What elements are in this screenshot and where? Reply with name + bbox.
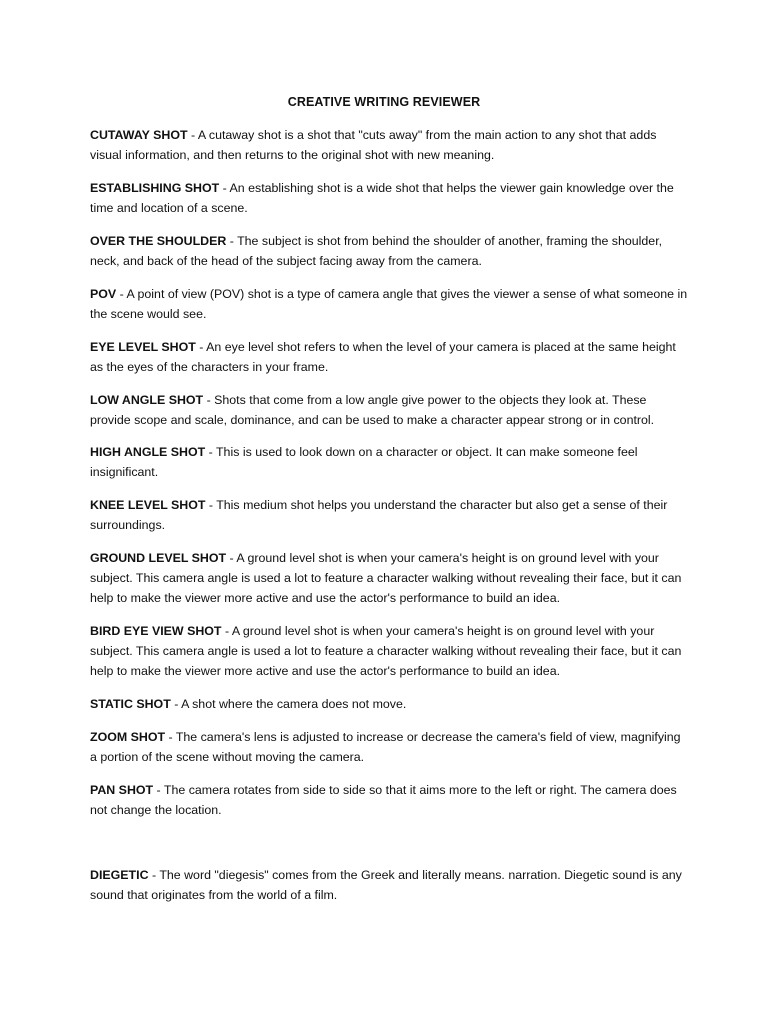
entry-definition: - The camera's lens is adjusted to increase or decrease the camera's field of view, magnifying a portion of the scene without moving the camera. (90, 730, 681, 764)
entry-term: DIEGETIC (90, 868, 149, 882)
entry-term: HIGH ANGLE SHOT (90, 445, 206, 459)
entry-definition: - An establishing shot is a wide shot that helps the viewer gain knowledge over the time and location of a scene. (90, 181, 674, 215)
entry-term: ESTABLISHING SHOT (90, 181, 220, 195)
entry-definition: - A cutaway shot is a shot that "cuts away" from the main action to any shot that adds visual information, and then returns to the original shot with new meaning. (90, 128, 657, 162)
entry-term: BIRD EYE VIEW SHOT (90, 624, 222, 638)
definition-entry-pov (90, 284, 688, 324)
entry-term: PAN SHOT (90, 783, 154, 797)
definition-entry-diegetic (90, 865, 688, 905)
definition-entry-zoom-shot (90, 727, 688, 767)
entry-term: GROUND LEVEL SHOT (90, 551, 227, 565)
definition-entry-high-angle-shot (90, 442, 688, 482)
entry-term: ZOOM SHOT (90, 730, 166, 744)
entry-term: CUTAWAY SHOT (90, 128, 188, 142)
entry-term: LOW ANGLE SHOT (90, 393, 204, 407)
entry-definition: - A ground level shot is when your camera's height is on ground level with your subject. This camera angle is used a lot to feature a character walking without revealing their face, but it can help to make the viewer more active and use the actor's performance to build an idea. (90, 551, 682, 605)
entry-definition: - Shots that come from a low angle give power to the objects they look at. These provide scope and scale, dominance, and can be used to make a character appear strong or in control. (90, 393, 655, 427)
entry-term: POV (90, 287, 117, 301)
entry-definition: - The word "diegesis" comes from the Greek and literally means. narration. Diegetic sound is any sound that originates from the world of a film. (90, 868, 682, 902)
entry-definition: - This medium shot helps you understand the character but also get a sense of their surroundings. (90, 498, 668, 532)
entry-definition: - The camera rotates from side to side so that it aims more to the left or right. The camera does not change the location. (90, 783, 677, 817)
entry-definition: - An eye level shot refers to when the level of your camera is placed at the same height as the eyes of the characters in your frame. (90, 340, 676, 374)
definition-entry-bird-eye-view-shot (90, 621, 688, 681)
entry-term: STATIC SHOT (90, 697, 171, 711)
entry-term: EYE LEVEL SHOT (90, 340, 196, 354)
definition-entry-low-angle-shot (90, 390, 688, 430)
page-title: CREATIVE WRITING REVIEWER (287, 95, 481, 109)
definition-entry-static-shot (90, 694, 688, 714)
entry-term: OVER THE SHOULDER (90, 234, 227, 248)
entry-definition: - A shot where the camera does not move. (170, 697, 407, 711)
definition-entry-knee-level-shot (90, 495, 688, 535)
entry-definition: - A point of view (POV) shot is a type of camera angle that gives the viewer a sense of what someone in the scene would see. (90, 287, 688, 321)
entry-definition: - The subject is shot from behind the shoulder of another, framing the shoulder, neck, and back of the head of the subject facing away from the camera. (90, 234, 663, 268)
entry-definition: - A ground level shot is when your camera's height is on ground level with your subject. This camera angle is used a lot to feature a character walking without revealing their face, but it can help to make the viewer more active and use the actor's performance to build an idea. (90, 624, 682, 678)
definition-entry-pan-shot (90, 780, 688, 820)
definition-entry-over-the-shoulder (90, 231, 688, 271)
definition-entry-ground-level-shot (90, 548, 688, 608)
definition-entry-eye-level-shot (90, 337, 688, 377)
entry-definition: - This is used to look down on a character or object. It can make someone feel insignificant. (90, 445, 638, 479)
entry-term: KNEE LEVEL SHOT (90, 498, 206, 512)
definition-entry-cutaway-shot (90, 125, 688, 165)
definition-entry-establishing-shot (90, 178, 688, 218)
